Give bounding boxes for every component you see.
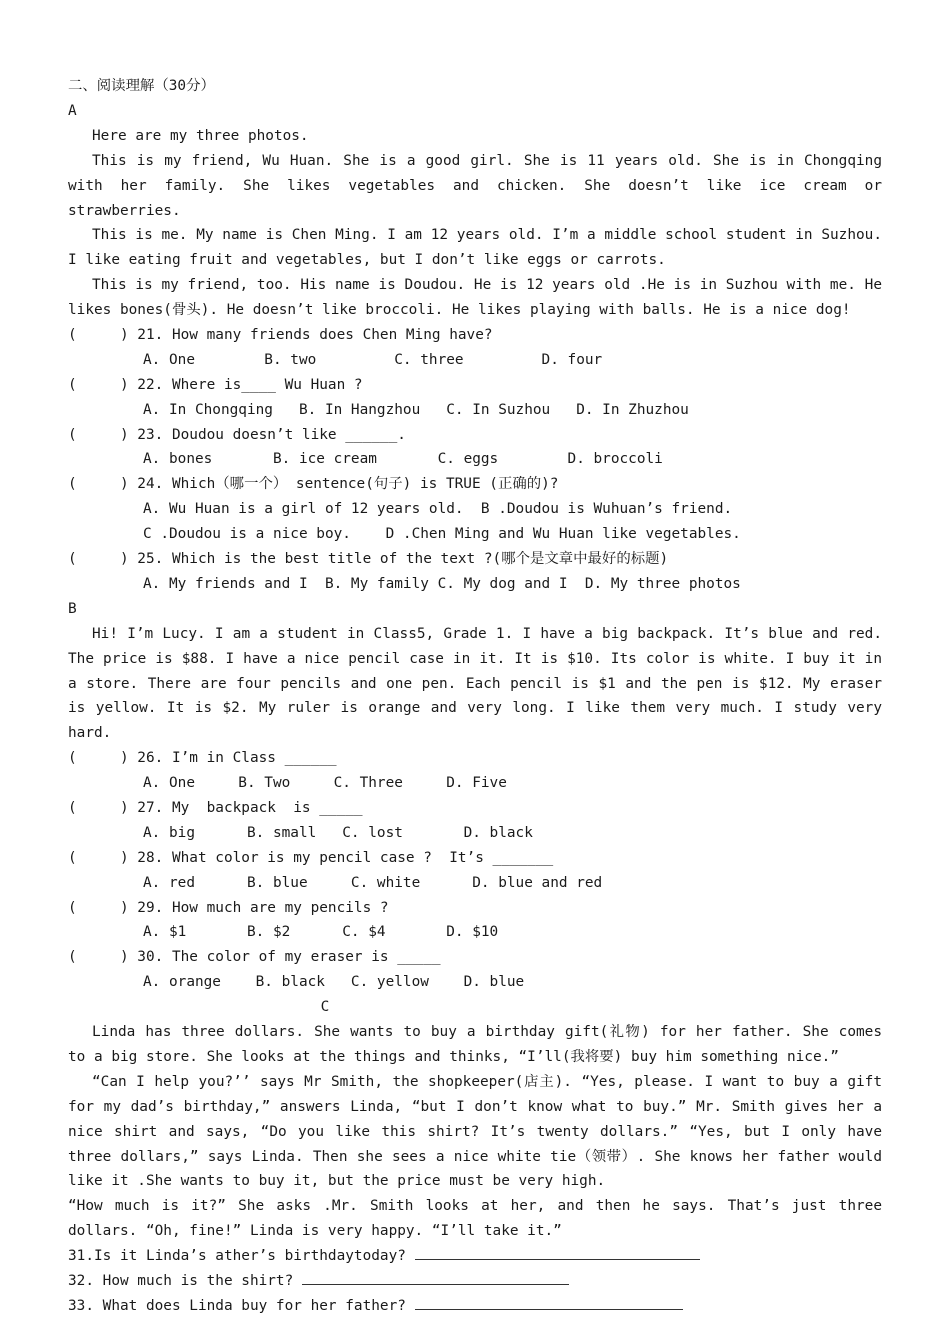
question-31-text: 31.Is it Linda’s ather’s birthdaytoday? xyxy=(68,1248,415,1265)
question-33 xyxy=(68,1294,882,1319)
part-a-paragraph-3: This is me. My name is Chen Ming. I am 12 years old. I’m a middle school student in Suzhou. I like eating fruit and vegetables, but I don’t like eggs or carrots. xyxy=(68,227,882,269)
part-c-label: C xyxy=(320,999,330,1016)
part-c-paragraph-1: Linda has three dollars. She wants to buy a birthday gift(礼物) for her father. She comes to a big store. She looks at the things and thinks, “I’ll(我将要) buy him something nice.” xyxy=(68,1024,882,1065)
question-27-options: A. big B. small C. lost D. black xyxy=(143,824,533,841)
question-29: ( ) 29. How much are my pencils ? xyxy=(68,899,389,916)
question-33-text: 33. What does Linda buy for her father? xyxy=(68,1297,415,1314)
answer-blank-32[interactable] xyxy=(302,1269,569,1285)
part-a-paragraph-1: Here are my three photos. xyxy=(92,127,309,144)
question-28-options: A. red B. blue C. white D. blue and red xyxy=(143,874,603,891)
question-26: ( ) 26. I’m in Class ______ xyxy=(68,750,337,767)
question-24-options-1: A. Wu Huan is a girl of 12 years old. B .Doudou is Wuhuan’s friend. xyxy=(143,501,733,518)
answer-blank-33[interactable] xyxy=(415,1294,683,1310)
part-c-paragraph-2: “Can I help you?’’ says Mr Smith, the shopkeeper(店主). “Yes, please. I want to buy a gift for my dad’s birthday,” answers Linda, “but I don’t know what to buy.” Mr. Smith gives her a nice shirt and says, “Do you like this shirt? It’s twenty dollars.” “Yes, but I only have three dollars,” says Linda. Then she sees a nice white tie（领带）. She knows her father would like it .She wants to buy it, but the price must be very high. xyxy=(68,1073,882,1190)
question-25: ( ) 25. Which is the best title of the text ?(哪个是文章中最好的标题) xyxy=(68,551,669,568)
question-22: ( ) 22. Where is____ Wu Huan ? xyxy=(68,376,363,393)
question-24-options-2: C .Doudou is a nice boy. D .Chen Ming and Wu Huan like vegetables. xyxy=(143,526,741,543)
question-21: ( ) 21. How many friends does Chen Ming have? xyxy=(68,327,493,344)
part-b-label: B xyxy=(68,600,77,617)
part-a-paragraph-4: This is my friend, too. His name is Doudou. He is 12 years old .He is in Suzhou with me. He likes bones(骨头). He doesn’t like broccoli. He likes playing with balls. He is a nice dog! xyxy=(68,277,882,319)
question-30: ( ) 30. The color of my eraser is _____ xyxy=(68,949,441,966)
question-25-options: A. My friends and I B. My family C. My dog and I D. My three photos xyxy=(143,575,741,592)
question-30-options: A. orange B. black C. yellow D. blue xyxy=(143,974,525,991)
question-27: ( ) 27. My backpack is _____ xyxy=(68,800,363,817)
question-26-options: A. One B. Two C. Three D. Five xyxy=(143,775,507,792)
question-32 xyxy=(68,1269,882,1294)
question-23: ( ) 23. Doudou doesn’t like ______. xyxy=(68,426,406,443)
question-31 xyxy=(68,1244,882,1269)
worksheet-page xyxy=(68,74,882,1319)
question-28: ( ) 28. What color is my pencil case ? It’s _______ xyxy=(68,849,554,866)
part-b-paragraph: Hi! I’m Lucy. I am a student in Class5, Grade 1. I have a big backpack. It’s blue and red. The price is $88. I have a nice pencil case in it. It is $10. Its color is white. I buy it in a store. There are four pencils and one pen. Each pencil is $1 and the pen is $12. My eraser is yellow. It is $2. My ruler is orange and very long. I like them very much. I study very hard. xyxy=(68,625,882,742)
section-title: 二、阅读理解（30分） xyxy=(68,78,215,94)
answer-blank-31[interactable] xyxy=(415,1244,700,1260)
part-c-paragraph-3: “How much is it?” She asks .Mr. Smith looks at her, and then he says. That’s just three dollars. “Oh, fine!” Linda is very happy. “I’ll take it.” xyxy=(68,1198,882,1240)
part-a-paragraph-2: This is my friend, Wu Huan. She is a good girl. She is 11 years old. She is in Chongqing with her family. She likes vegetables and chicken. She doesn’t like ice cream or strawberries. xyxy=(68,152,882,219)
part-a-label: A xyxy=(68,102,77,119)
question-23-options: A. bones B. ice cream C. eggs D. broccoli xyxy=(143,451,663,468)
question-21-options: A. One B. two C. three D. four xyxy=(143,351,603,368)
question-24: ( ) 24. Which（哪一个） sentence(句子) is TRUE (正确的)? xyxy=(68,476,559,493)
question-29-options: A. $1 B. $2 C. $4 D. $10 xyxy=(143,924,499,941)
question-22-options: A. In Chongqing B. In Hangzhou C. In Suzhou D. In Zhuzhou xyxy=(143,401,689,418)
question-32-text: 32. How much is the shirt? xyxy=(68,1273,302,1290)
